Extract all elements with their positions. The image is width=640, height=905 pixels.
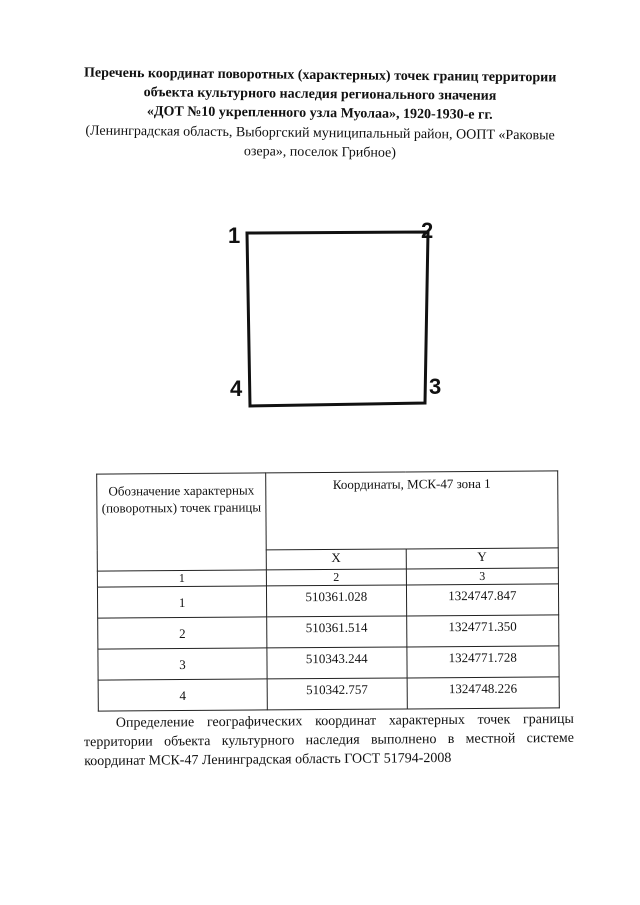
x-cell: 510343.244 <box>267 647 407 679</box>
point-label-2: 2 <box>421 218 434 243</box>
point-cell: 3 <box>98 648 267 680</box>
x-cell: 510342.757 <box>267 678 407 710</box>
point-cell: 4 <box>98 679 267 711</box>
column-number-1: 1 <box>97 570 266 587</box>
title-line-1: Перечень координат поворотных (характерных) точек границ территории <box>83 65 557 86</box>
column-number-2: 2 <box>266 569 406 586</box>
point-cell: 2 <box>98 617 267 649</box>
document-subtitle: (Ленинградская область, Выборгский муниципальный район, ООПТ «Раковые озера», поселок Грибное) <box>85 123 555 161</box>
boundary-polygon <box>247 232 428 406</box>
coordinates-table <box>96 470 560 711</box>
point-label-1: 1 <box>228 223 241 248</box>
table-row <box>98 615 559 649</box>
header-point-designation: Обозначение характерных (поворотных) точек границы <box>97 473 267 571</box>
header-y: Y <box>406 548 559 569</box>
y-cell: 1324771.350 <box>406 615 559 647</box>
header-coordinates: Координаты, МСК-47 зона 1 <box>266 471 559 550</box>
x-cell: 510361.514 <box>267 616 407 648</box>
table-row <box>97 584 558 618</box>
x-cell: 510361.028 <box>266 585 406 617</box>
y-cell: 1324748.226 <box>407 677 560 709</box>
title-line-2: объекта культурного наследия регионального значения <box>143 85 497 104</box>
table-row <box>98 677 559 711</box>
header-x: X <box>266 549 406 570</box>
coordinate-system-note: Определение географических координат характерных точек границы территории объекта культурного наследия выполнено в местной системе координат МСК-47 Ленинградская область ГОСТ 51794-2008 <box>83 711 575 770</box>
point-label-3: 3 <box>429 374 442 399</box>
boundary-diagram <box>220 210 450 420</box>
boundary-diagram-svg <box>220 210 450 420</box>
document-title <box>70 63 571 125</box>
y-cell: 1324747.847 <box>406 584 559 616</box>
table-header-row <box>97 471 559 551</box>
point-cell: 1 <box>97 586 266 618</box>
column-number-3: 3 <box>406 568 559 585</box>
table-row <box>98 646 559 680</box>
y-cell: 1324771.728 <box>406 646 559 678</box>
title-line-3: «ДОТ №10 укрепленного узла Муолаа», 1920-1930-е гг. <box>146 104 493 123</box>
point-label-4: 4 <box>230 376 243 401</box>
